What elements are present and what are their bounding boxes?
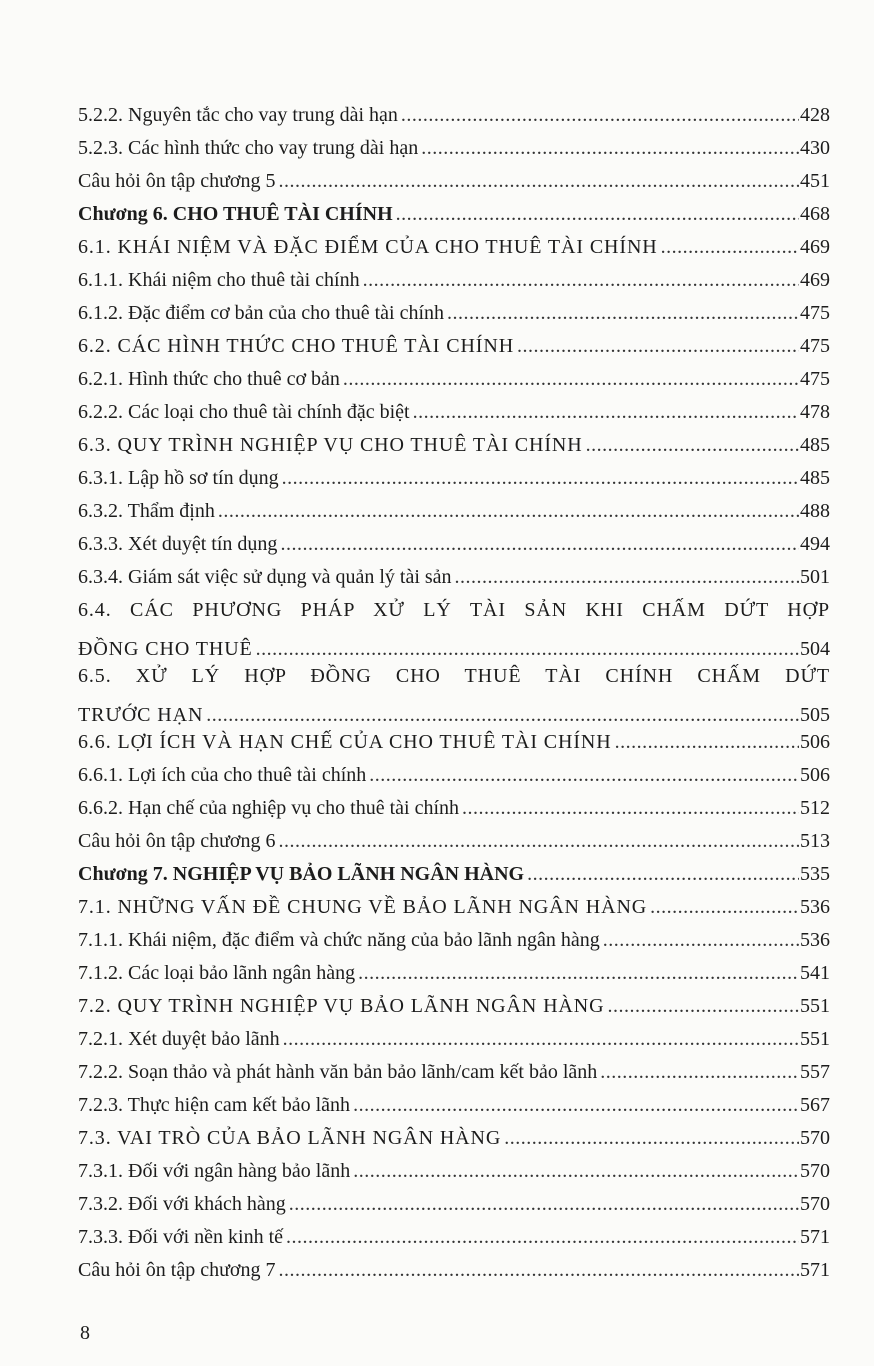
dot-leader [282, 468, 799, 488]
toc-entry-page: 506 [800, 731, 830, 753]
toc-entry-title: 7.3.2. Đối với khách hàng [78, 1193, 286, 1215]
dot-leader [615, 732, 799, 752]
dot-leader [286, 1227, 799, 1247]
toc-entry-page: 430 [800, 137, 830, 159]
toc-entry-page: 494 [800, 533, 830, 555]
toc-entry-page: 468 [800, 203, 830, 225]
dot-leader [517, 336, 799, 356]
toc-entry [78, 758, 830, 791]
toc-entry-page: 557 [800, 1061, 830, 1083]
dot-leader [603, 930, 799, 950]
toc-entry [78, 725, 830, 758]
dot-leader [455, 567, 799, 587]
toc-entry-page: 475 [800, 368, 830, 390]
toc-entry [78, 989, 830, 1022]
toc-entry-page: 551 [800, 1028, 830, 1050]
toc-entry-title: 6.3.1. Lập hồ sơ tín dụng [78, 467, 279, 489]
toc-entry-page: 513 [800, 830, 830, 852]
dot-leader [413, 402, 799, 422]
toc-entry-title: 6.5. XỬ LÝ HỢP ĐỒNG CHO THUÊ TÀI CHÍNH CHẤM DỨT [78, 665, 830, 687]
toc-entry-title: 6.3.3. Xét duyệt tín dụng [78, 533, 278, 555]
dot-leader [283, 1029, 799, 1049]
toc-entry-title: 7.2.1. Xét duyệt bảo lãnh [78, 1028, 280, 1050]
toc-entry [78, 428, 830, 461]
toc-entry-title: 6.1.1. Khái niệm cho thuê tài chính [78, 269, 360, 291]
toc-entry-page: 475 [800, 335, 830, 357]
toc-entry-page: 451 [800, 170, 830, 192]
dot-leader [363, 270, 799, 290]
dot-leader [279, 831, 800, 851]
toc-entry-page: 567 [800, 1094, 830, 1116]
toc-entry-title: Chương 6. CHO THUÊ TÀI CHÍNH [78, 203, 393, 225]
dot-leader [279, 171, 800, 191]
toc-entry-page: 478 [800, 401, 830, 423]
toc-entry [78, 1187, 830, 1220]
toc-entry [78, 824, 830, 857]
toc-entry-title: 6.4. CÁC PHƯƠNG PHÁP XỬ LÝ TÀI SẢN KHI CHẤM DỨT HỢP [78, 599, 830, 621]
toc-entry-title: Câu hỏi ôn tập chương 7 [78, 1259, 276, 1281]
toc-entry-title: 6.6.2. Hạn chế của nghiệp vụ cho thuê tài chính [78, 797, 459, 819]
toc-entry [78, 362, 830, 395]
toc-entry-title: 6.3. QUY TRÌNH NGHIỆP VỤ CHO THUÊ TÀI CHÍNH [78, 434, 583, 456]
dot-leader [280, 534, 799, 554]
toc-entry [78, 197, 830, 230]
toc-entry-page: 475 [800, 302, 830, 324]
toc-entry-page: 512 [800, 797, 830, 819]
dot-leader [421, 138, 799, 158]
toc-entry-page: 535 [800, 863, 830, 885]
toc-entry [78, 98, 830, 131]
dot-leader [600, 1062, 799, 1082]
toc-entry-page: 488 [800, 500, 830, 522]
toc-entry [78, 956, 830, 989]
toc-entry-title: 7.2.2. Soạn thảo và phát hành văn bản bảo lãnh/cam kết bảo lãnh [78, 1061, 598, 1083]
toc-entry [78, 296, 830, 329]
toc-entry [78, 659, 830, 725]
dot-leader [256, 639, 799, 659]
toc-entry-page: 571 [800, 1226, 830, 1248]
table-of-contents [78, 98, 830, 1286]
dot-leader [527, 864, 799, 884]
dot-leader [353, 1161, 799, 1181]
toc-entry-page: 536 [800, 929, 830, 951]
toc-entry [78, 593, 830, 659]
toc-entry-page: 504 [800, 638, 830, 660]
toc-entry-title: 7.2.3. Thực hiện cam kết bảo lãnh [78, 1094, 351, 1116]
toc-entry-title: 6.6. LỢI ÍCH VÀ HẠN CHẾ CỦA CHO THUÊ TÀI CHÍNH [78, 731, 612, 753]
toc-entry-page: 506 [800, 764, 830, 786]
toc-entry-title-line2: TRƯỚC HẠN [78, 704, 204, 726]
toc-entry-title: 6.2. CÁC HÌNH THỨC CHO THUÊ TÀI CHÍNH [78, 335, 515, 357]
dot-leader [607, 996, 799, 1016]
toc-entry-title: 7.3.3. Đối với nền kinh tế [78, 1226, 283, 1248]
toc-entry-title-line2: ĐỒNG CHO THUÊ [78, 638, 253, 660]
dot-leader [289, 1194, 799, 1214]
toc-entry [78, 461, 830, 494]
toc-entry-page: 536 [800, 896, 830, 918]
toc-entry-title: 7.2. QUY TRÌNH NGHIỆP VỤ BẢO LÃNH NGÂN HÀNG [78, 995, 605, 1017]
toc-entry-page: 551 [800, 995, 830, 1017]
dot-leader [447, 303, 799, 323]
toc-entry-title: 6.1.2. Đặc điểm cơ bản của cho thuê tài chính [78, 302, 445, 324]
toc-entry [78, 263, 830, 296]
toc-entry-page: 571 [800, 1259, 830, 1281]
dot-leader [650, 897, 799, 917]
toc-entry-page: 541 [800, 962, 830, 984]
dot-leader [462, 798, 799, 818]
toc-entry-title: 6.3.4. Giám sát việc sử dụng và quản lý tài sản [78, 566, 452, 588]
toc-entry-page: 501 [800, 566, 830, 588]
toc-entry [78, 1121, 830, 1154]
toc-entry [78, 1220, 830, 1253]
toc-entry-page: 505 [800, 704, 830, 726]
toc-entry-title: 6.6.1. Lợi ích của cho thuê tài chính [78, 764, 367, 786]
dot-leader [206, 705, 799, 725]
toc-entry-page: 469 [800, 269, 830, 291]
toc-entry [78, 857, 830, 890]
toc-entry [78, 1022, 830, 1055]
toc-entry-title: 7.3.1. Đối với ngân hàng bảo lãnh [78, 1160, 351, 1182]
toc-entry-title: 7.1.2. Các loại bảo lãnh ngân hàng [78, 962, 356, 984]
toc-entry [78, 791, 830, 824]
toc-entry [78, 131, 830, 164]
toc-entry-title: 6.2.1. Hình thức cho thuê cơ bản [78, 368, 340, 390]
toc-entry [78, 1253, 830, 1286]
toc-entry-title: Câu hỏi ôn tập chương 6 [78, 830, 276, 852]
toc-entry [78, 230, 830, 263]
toc-entry-title: 6.2.2. Các loại cho thuê tài chính đặc biệt [78, 401, 410, 423]
dot-leader [504, 1128, 799, 1148]
toc-entry-title: Câu hỏi ôn tập chương 5 [78, 170, 276, 192]
toc-entry [78, 560, 830, 593]
dot-leader [586, 435, 799, 455]
toc-entry-page: 428 [800, 104, 830, 126]
toc-entry [78, 494, 830, 527]
page-number: 8 [80, 1322, 90, 1344]
toc-entry-title: 6.3.2. Thẩm định [78, 500, 215, 522]
toc-entry [78, 1088, 830, 1121]
toc-entry [78, 1055, 830, 1088]
dot-leader [396, 204, 799, 224]
toc-entry-title: 5.2.2. Nguyên tắc cho vay trung dài hạn [78, 104, 398, 126]
dot-leader [218, 501, 799, 521]
dot-leader [661, 237, 799, 257]
dot-leader [343, 369, 799, 389]
toc-entry-title: 7.3. VAI TRÒ CỦA BẢO LÃNH NGÂN HÀNG [78, 1127, 502, 1149]
toc-entry-title: Chương 7. NGHIỆP VỤ BẢO LÃNH NGÂN HÀNG [78, 863, 525, 885]
dot-leader [369, 765, 799, 785]
toc-entry [78, 890, 830, 923]
toc-entry [78, 1154, 830, 1187]
toc-entry-page: 570 [800, 1160, 830, 1182]
toc-entry-title: 6.1. KHÁI NIỆM VÀ ĐẶC ĐIỂM CỦA CHO THUÊ TÀI CHÍNH [78, 236, 658, 258]
toc-entry-page: 570 [800, 1193, 830, 1215]
toc-entry-title: 7.1. NHỮNG VẤN ĐỀ CHUNG VỀ BẢO LÃNH NGÂN HÀNG [78, 896, 648, 918]
toc-entry-page: 485 [800, 434, 830, 456]
dot-leader [353, 1095, 799, 1115]
toc-entry-title: 7.1.1. Khái niệm, đặc điểm và chức năng của bảo lãnh ngân hàng [78, 929, 600, 951]
toc-entry [78, 923, 830, 956]
dot-leader [401, 105, 799, 125]
toc-entry-page: 485 [800, 467, 830, 489]
toc-entry-page: 469 [800, 236, 830, 258]
toc-entry-page: 570 [800, 1127, 830, 1149]
toc-entry-title: 5.2.3. Các hình thức cho vay trung dài hạn [78, 137, 419, 159]
toc-entry [78, 329, 830, 362]
dot-leader [279, 1260, 800, 1280]
toc-entry [78, 164, 830, 197]
dot-leader [358, 963, 799, 983]
toc-entry [78, 527, 830, 560]
toc-entry [78, 395, 830, 428]
